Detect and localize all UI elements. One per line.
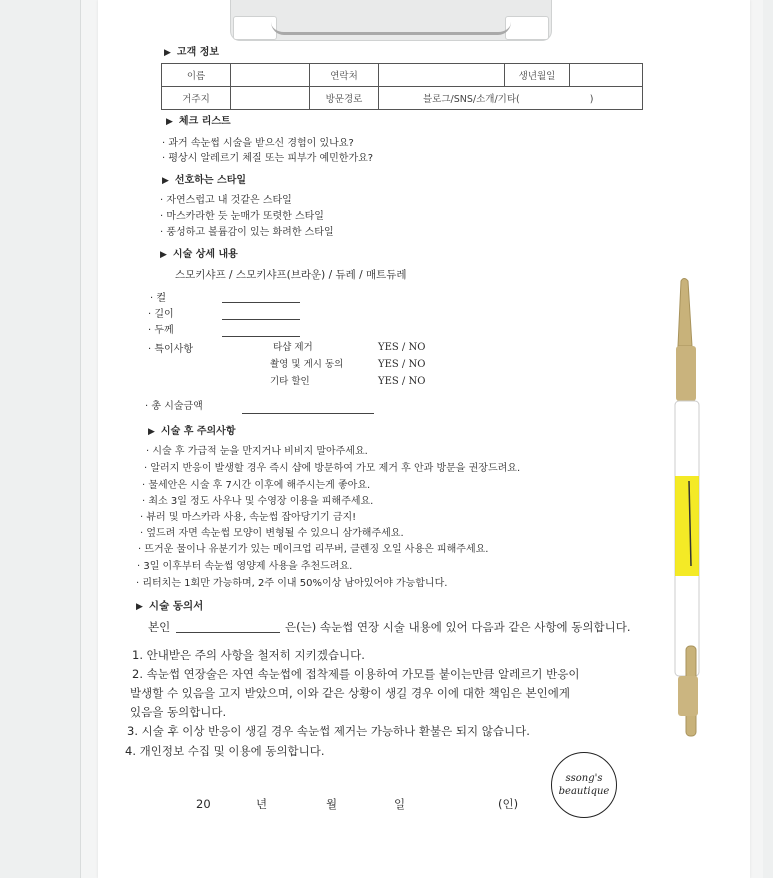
details-heading	[160, 249, 238, 261]
clip-right-foot	[505, 16, 549, 40]
checklist-heading	[166, 116, 231, 128]
aftercare-item: · 물세안은 시술 후 7시간 이후에 해주시는게 좋아요.	[142, 480, 371, 491]
style-option[interactable]: · 자연스럽고 내 것같은 스타일	[160, 195, 292, 206]
signer-name-field[interactable]	[176, 632, 280, 633]
aftercare-heading	[148, 426, 236, 438]
name-field[interactable]	[231, 64, 310, 87]
address-label: 거주지	[162, 87, 231, 110]
date-month-unit: 월	[326, 797, 338, 811]
aftercare-item: · 엎드려 자면 속눈썹 모양이 변형될 수 있으니 삼가해주세요.	[140, 528, 404, 539]
checklist-item[interactable]: · 평상시 알레르기 체질 또는 피부가 예민한가요?	[162, 153, 374, 164]
special-item-label: 촬영 및 게시 동의	[270, 359, 344, 370]
special-item-label: 타샵 제거	[273, 342, 313, 353]
section-title: 시술 상세 내용	[172, 249, 238, 260]
consent-item: 발생할 수 있음을 고지 받았으며, 이와 같은 상황이 생길 경우 이에 대한 책임은 본인에게	[130, 686, 570, 700]
special-label: · 특이사항	[148, 344, 193, 355]
contact-field[interactable]	[379, 64, 505, 87]
aftercare-item: · 뷰러 및 마스카라 사용, 속눈썹 잡아당기기 금지!	[140, 512, 357, 523]
consent-item: 3. 시술 후 이상 반응이 생길 경우 속눈썹 제거는 가능하나 환불은 되지 않습니다.	[127, 724, 530, 738]
customer-info-table	[161, 63, 643, 110]
route-field[interactable]	[379, 87, 643, 110]
consent-intro-suffix: 은(는) 속눈썹 연장 시술 내용에 있어 다음과 같은 사항에 동의합니다.	[285, 620, 631, 634]
triangle-bullet-icon: ▶	[166, 117, 173, 127]
ballpoint-pen-icon[interactable]	[662, 276, 742, 746]
customer-info-heading	[164, 47, 219, 59]
stamp-line: beautique	[558, 786, 610, 797]
curl-label: · 컬	[150, 293, 167, 304]
section-title: 시술 동의서	[148, 600, 204, 612]
aftercare-item: · 최소 3일 정도 사우나 및 수영장 이용을 피해주세요.	[142, 496, 374, 507]
route-options: 블로그/SNS/소개/기타(	[423, 94, 520, 105]
section-title: 체크 리스트	[178, 116, 231, 127]
name-label: 이름	[162, 64, 231, 87]
date-day-unit: 일	[394, 797, 406, 811]
yes-no-toggle[interactable]: YES / NO	[378, 342, 426, 353]
contact-label: 연락처	[310, 64, 379, 87]
address-field[interactable]	[231, 87, 310, 110]
seal-label[interactable]: (인)	[498, 797, 519, 811]
style-option[interactable]: · 마스카라한 듯 눈매가 또렷한 스타일	[160, 211, 324, 222]
triangle-bullet-icon: ▶	[136, 602, 143, 612]
triangle-bullet-icon: ▶	[164, 48, 171, 58]
yes-no-toggle[interactable]: YES / NO	[378, 359, 426, 370]
date-year[interactable]: 20	[196, 797, 211, 811]
lash-types[interactable]: 스모키샤프 / 스모키샤프(브라운) / 듀레 / 매트듀레	[175, 269, 407, 281]
consent-item: 있음을 동의합니다.	[130, 705, 227, 719]
thickness-field[interactable]	[222, 336, 300, 337]
clipboard-clip	[230, 0, 552, 41]
birth-field[interactable]	[570, 64, 643, 87]
triangle-bullet-icon: ▶	[148, 427, 155, 437]
curl-field[interactable]	[222, 302, 300, 303]
total-field[interactable]	[242, 413, 374, 414]
aftercare-item: · 뜨거운 물이나 유분기가 있는 메이크업 리무버, 클렌징 오일 사용은 피해주세요.	[138, 544, 489, 555]
style-option[interactable]: · 풍성하고 볼륨감이 있는 화려한 스타일	[160, 227, 334, 238]
clip-left-foot	[233, 16, 277, 40]
checklist-item[interactable]: · 과거 속눈썹 시술을 받으신 경험이 있나요?	[162, 138, 354, 149]
section-title: 고객 정보	[176, 47, 220, 58]
consent-intro-prefix: 본인	[148, 620, 171, 634]
clip-wire	[271, 22, 511, 35]
aftercare-item: · 리터치는 1회만 가능하며, 2주 이내 50%이상 남아있어야 가능합니다.	[136, 578, 448, 589]
triangle-bullet-icon: ▶	[160, 250, 167, 260]
style-heading	[162, 175, 246, 187]
route-close: )	[589, 94, 594, 105]
section-title: 시술 후 주의사항	[160, 426, 236, 437]
consent-item: 4. 개인정보 수집 및 이용에 동의합니다.	[125, 744, 325, 758]
triangle-bullet-icon: ▶	[162, 176, 169, 186]
total-label: · 총 시술금액	[145, 401, 203, 412]
birth-label: 생년월일	[505, 64, 570, 87]
consent-heading	[136, 600, 203, 613]
length-field[interactable]	[222, 319, 300, 320]
special-item-label: 기타 할인	[270, 376, 310, 387]
section-title: 선호하는 스타일	[174, 175, 247, 186]
consent-item: 1. 안내받은 주의 사항을 철저히 지키겠습니다.	[132, 648, 365, 662]
stamp-line: ssong's	[565, 773, 603, 784]
aftercare-item: · 3일 이후부터 속눈썹 영양제 사용을 추천드려요.	[137, 561, 353, 572]
date-year-unit: 년	[256, 797, 268, 811]
consent-item: 2. 속눈썹 연장술은 자연 속눈썹에 접착제를 이용하여 가모를 붙이는만큼 알레르기 반응이	[132, 667, 580, 681]
aftercare-item: · 알러지 반응이 발생할 경우 즉시 샵에 방문하여 가모 제거 후 안과 방문을 권장드려요.	[144, 463, 521, 474]
shop-logo-stamp	[551, 752, 617, 818]
aftercare-item: · 시술 후 가급적 눈을 만지거나 비비지 말아주세요.	[146, 446, 368, 457]
yes-no-toggle[interactable]: YES / NO	[378, 376, 426, 387]
length-label: · 길이	[148, 309, 174, 320]
thickness-label: · 두께	[148, 325, 174, 336]
route-label: 방문경로	[310, 87, 379, 110]
